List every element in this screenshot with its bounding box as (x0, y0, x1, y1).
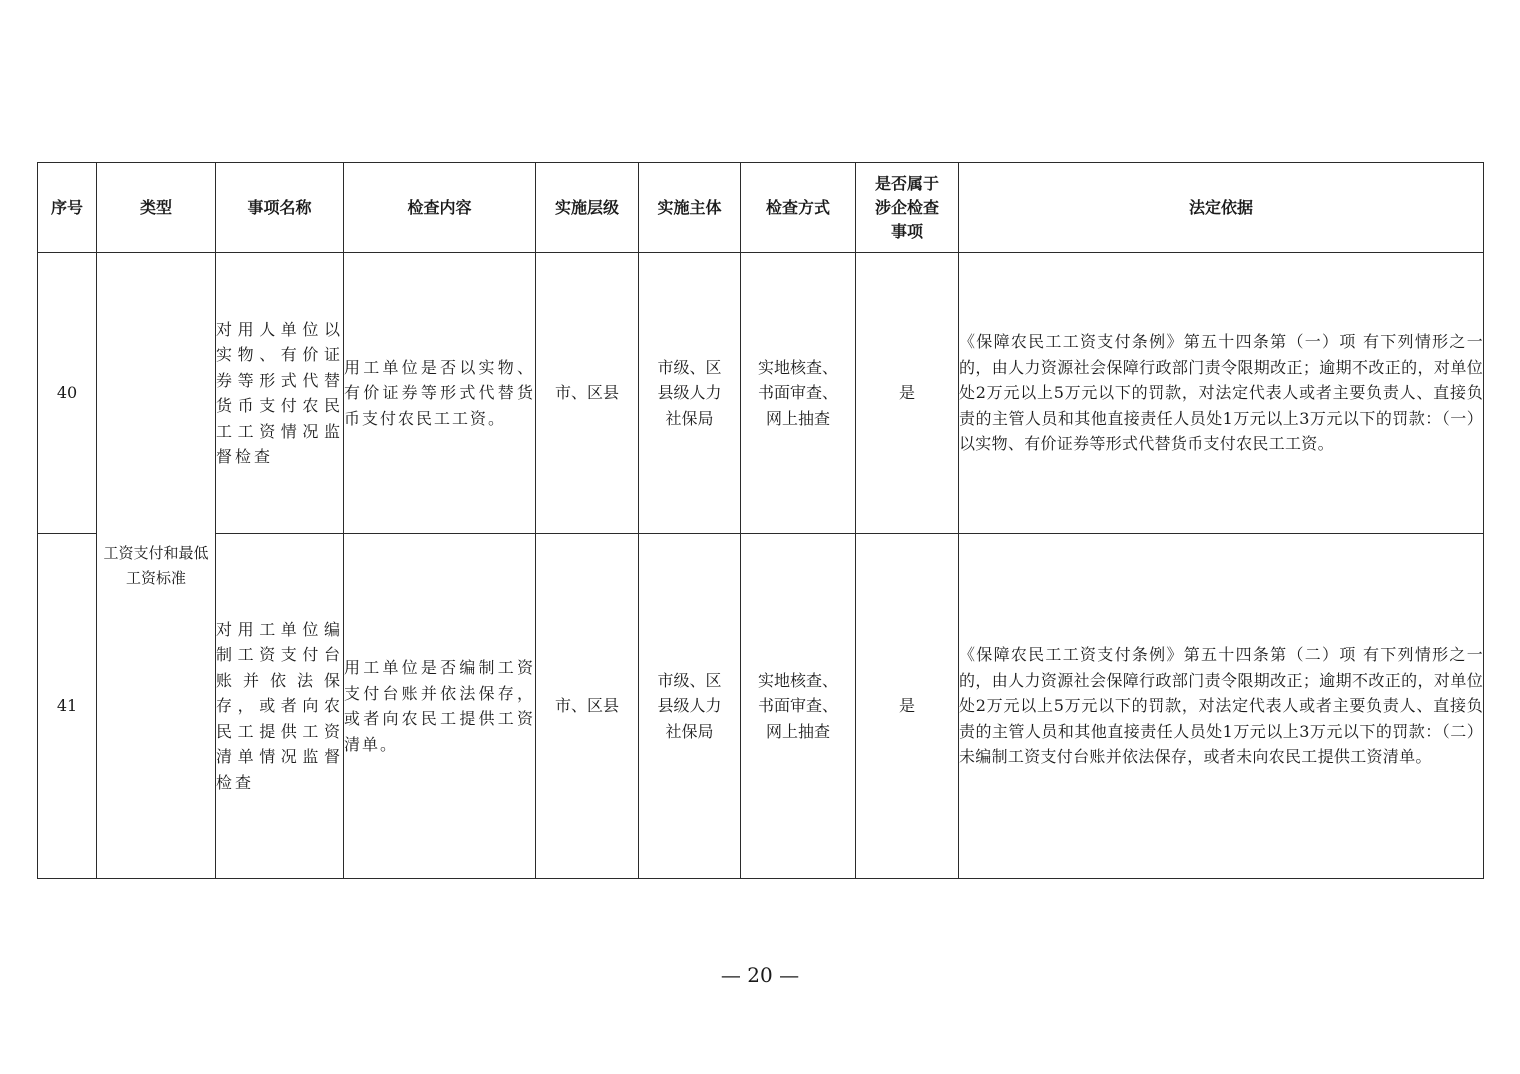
row-item-name: 对用人单位以实物、有价证券等形式代替货币支付农民工工资情况监督检查 (216, 253, 344, 534)
header-basis: 法定依据 (959, 163, 1484, 253)
header-seq: 序号 (38, 163, 97, 253)
row-content: 用工单位是否以实物、有价证券等形式代替货币支付农民工工资。 (344, 253, 536, 534)
header-enterprise: 是否属于涉企检查事项 (856, 163, 959, 253)
row-seq: 40 (38, 253, 97, 534)
row-content: 用工单位是否编制工资支付台账并依法保存，或者向农民工提供工资清单。 (344, 534, 536, 879)
row-seq: 41 (38, 534, 97, 879)
header-subject: 实施主体 (639, 163, 741, 253)
row-method: 实地核查、书面审查、网上抽查 (741, 534, 856, 879)
row-basis: 《保障农民工工资支付条例》第五十四条第（二）项 有下列情形之一的，由人力资源社会保障行政部门责令限期改正；逾期不改正的，对单位处2万元以上5万元以下的罚款，对法定代表人或者主要负责人、直接负责的主管人员和其他直接责任人员处1万元以上3万元以下的罚款：（二）未编制工资支付台账并依法保存，或者未向农民工提供工资清单。 (959, 534, 1484, 879)
row-enterprise: 是 (856, 534, 959, 879)
header-content: 检查内容 (344, 163, 536, 253)
inspection-items-table (37, 162, 1484, 879)
row-item-name: 对用工单位编制工资支付台账并依法保存，或者向农民工提供工资清单情况监督检查 (216, 534, 344, 879)
row-level: 市、区县 (536, 534, 639, 879)
row-enterprise: 是 (856, 253, 959, 534)
row-subject: 市级、区县级人力社保局 (639, 534, 741, 879)
page-number: — 20 — (720, 963, 800, 987)
header-item-name: 事项名称 (216, 163, 344, 253)
table-row (38, 253, 1484, 534)
table-row (38, 534, 1484, 879)
header-method: 检查方式 (741, 163, 856, 253)
row-type: 工资支付和最低工资标准 (97, 253, 216, 879)
row-basis: 《保障农民工工资支付条例》第五十四条第（一）项 有下列情形之一的，由人力资源社会保障行政部门责令限期改正；逾期不改正的，对单位处2万元以上5万元以下的罚款，对法定代表人或者主要负责人、直接负责的主管人员和其他直接责任人员处1万元以上3万元以下的罚款：（一）以实物、有价证券等形式代替货币支付农民工工资。 (959, 253, 1484, 534)
row-method: 实地核查、书面审查、网上抽查 (741, 253, 856, 534)
row-level: 市、区县 (536, 253, 639, 534)
header-type: 类型 (97, 163, 216, 253)
row-subject: 市级、区县级人力社保局 (639, 253, 741, 534)
table-header-row (38, 163, 1484, 253)
header-level: 实施层级 (536, 163, 639, 253)
